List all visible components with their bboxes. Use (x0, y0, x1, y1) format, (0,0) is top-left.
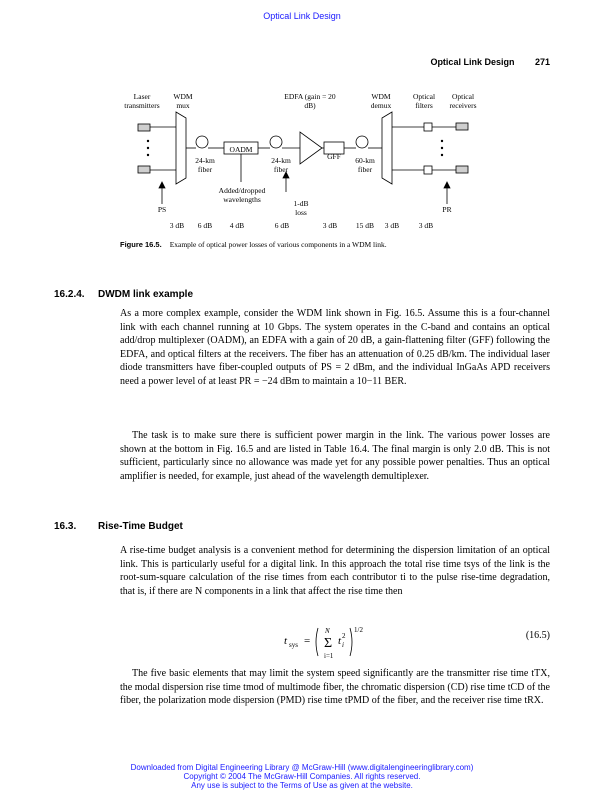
loss-value: 15 dB (355, 221, 375, 230)
section-title: Rise-Time Budget (98, 521, 183, 532)
loss-value: 3 dB (322, 221, 338, 230)
label-optical-filters: Optical filters (412, 92, 436, 110)
optical-filter-1 (424, 123, 432, 131)
footer-line-1[interactable]: Downloaded from Digital Engineering Library @ McGraw-Hill (www.digitalengineeringlibrary.com) (130, 763, 474, 772)
loss-value: 3 dB (418, 221, 434, 230)
footer (0, 763, 604, 790)
svg-text:i=1: i=1 (324, 652, 334, 660)
footer-line-3: Any use is subject to the Terms of Use as given at the website. (191, 781, 413, 790)
optical-filter-4 (424, 166, 432, 174)
label-wdm-demux: WDM demux (370, 92, 392, 110)
svg-text:N: N (325, 627, 330, 635)
loss-value: 4 dB (229, 221, 245, 230)
loss-value: 3 dB (169, 221, 185, 230)
wdm-mux-shape (176, 112, 186, 184)
svg-text:Σ: Σ (324, 636, 333, 651)
label-ps: PS (157, 205, 167, 214)
svg-text:1/2: 1/2 (354, 626, 363, 634)
loss-value: 6 dB (274, 221, 290, 230)
fiber-spool-2 (270, 136, 282, 148)
dwdm-paragraph-1: As a more complex example, consider the WDM link shown in Fig. 16.5. Assume this is a four-channel link with each channel running at 10 Gbps. The system operates in the C-band and contains an optical add/drop multiplexer (OADM), an EDFA with a gain of 20 dB, a gain-flattening filter (GFF) following the EDFA, and optical filters at the receivers. The fiber has an attenuation of 0.25 dB/km. The individual laser diode transmitters have fiber-coupled outputs of PS = 2 dBm, and the individual InGaAs APD receivers need a power level of at least PR = −24 dBm to maintain a 10−11 BER. (120, 308, 550, 387)
rise-time-paragraph-1: A rise-time budget analysis is a convenient method for determining the dispersion limitation of an optical link. This is particularly useful for a digital link. In this approach the total rise time tsys of the link is the root-sum-square calculation of the rise times from each contributor ti to the pulse rise-time degradation, that is, if there are N components in a link that affect the rise time then (120, 545, 550, 597)
edfa-shape (300, 132, 322, 164)
equation-16-5 (120, 622, 550, 662)
wdm-link-figure (120, 86, 490, 236)
svg-text:sys: sys (289, 641, 298, 649)
wdm-demux-shape (382, 112, 392, 184)
section-number: 16.3. (54, 521, 77, 532)
section-heading-dwdm (54, 289, 193, 300)
fiber-spool-1 (196, 136, 208, 148)
section-number: 16.2.4. (54, 289, 85, 300)
page-number: 271 (534, 57, 550, 67)
svg-text:t: t (284, 635, 288, 647)
label-oadm: OADM (229, 145, 253, 154)
transmitter-1 (138, 124, 150, 131)
footer-line-2: Copyright © 2004 The McGraw-Hill Companies. All rights reserved. (183, 772, 421, 781)
transmitter-4 (138, 166, 150, 173)
figure-caption-number: Figure 16.5. (120, 240, 162, 249)
label-gff: GFF (327, 152, 341, 161)
label-fiber-2: 24-km fiber (271, 156, 291, 174)
rise-time-paragraph-2: The five basic elements that may limit the system speed significantly are the transmitter rise time tTX, the modal dispersion rise time tmod of multimode fiber, the chromatic dispersion (CD) rise time tCD of the fiber, the polarization mode dispersion (PMD) rise time tPMD of the fiber, and the receiver rise time tRX. (120, 668, 550, 707)
top-banner: Optical Link Design (263, 11, 341, 21)
label-laser-transmitters: Laser transmitters (124, 92, 160, 110)
svg-text:i: i (342, 641, 344, 649)
label-added-dropped: Added/dropped wavelengths (218, 186, 266, 204)
loss-value: 3 dB (384, 221, 400, 230)
dwdm-paragraph-2: The task is to make sure there is sufficient power margin in the link. The various power losses are shown at the bottom in Fig. 16.5 and are listed in Table 16.4. The final margin is only 2.0 dB. This is not sufficient, particularly since no allowance was made yet for any possible power penalties. Thus an optical amplifier is needed, for example, just ahead of the wavelength demultiplexer. (120, 430, 550, 482)
svg-text:t: t (338, 635, 342, 647)
loss-value: 6 dB (197, 221, 213, 230)
label-pr: PR (442, 205, 452, 214)
receiver-1 (456, 123, 468, 130)
label-1db-loss: 1-dB loss (293, 199, 309, 217)
running-title: Optical Link Design (430, 57, 515, 67)
equation-formula (280, 622, 480, 662)
label-fiber-3: 60-km fiber (355, 156, 375, 174)
section-heading-rise-time (54, 521, 183, 532)
figure-caption-text: Example of optical power losses of various components in a WDM link. (169, 240, 387, 249)
fiber-spool-3 (356, 136, 368, 148)
svg-text:2: 2 (342, 632, 346, 640)
label-fiber-1: 24-km fiber (195, 156, 215, 174)
receiver-4 (456, 166, 468, 173)
label-optical-receivers: Optical receivers (449, 92, 477, 110)
equation-number: (16.5) (525, 630, 550, 641)
figure-caption (120, 240, 387, 249)
label-wdm-mux: WDM mux (173, 92, 193, 110)
svg-text:=: = (304, 635, 311, 647)
running-head (430, 57, 550, 67)
section-title: DWDM link example (98, 289, 194, 300)
label-edfa: EDFA (gain = 20 dB) (284, 92, 336, 110)
